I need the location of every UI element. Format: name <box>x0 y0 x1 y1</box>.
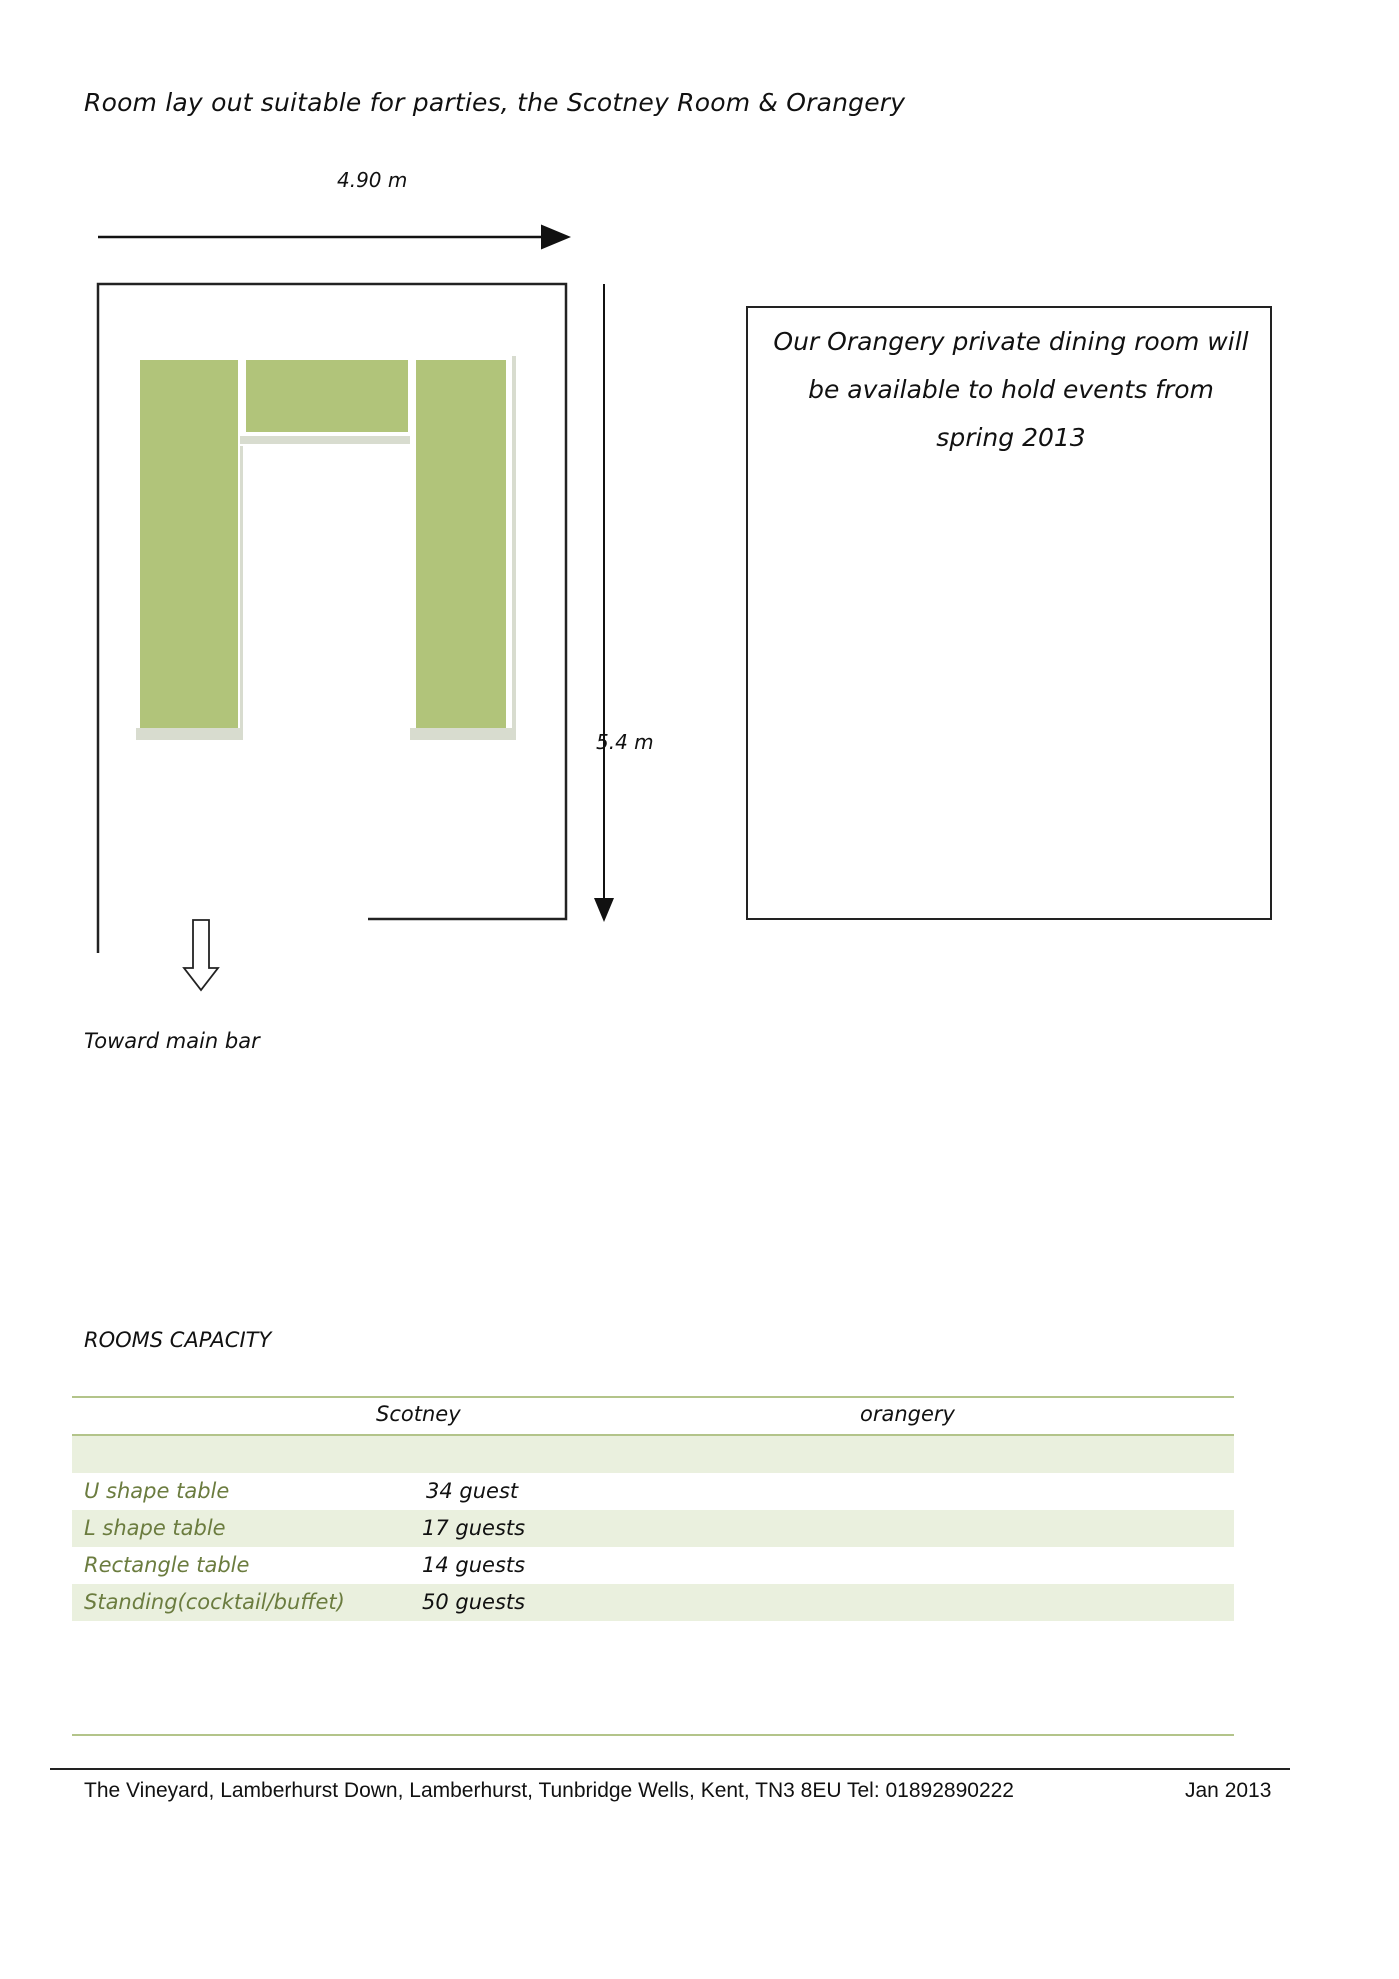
row-value-scotney: 50 guests <box>422 1590 526 1614</box>
row-value-scotney: 14 guests <box>422 1553 526 1577</box>
table-top-rule <box>72 1396 1234 1398</box>
row-label: L shape table <box>84 1516 226 1540</box>
row-value-scotney: 34 guest <box>426 1479 519 1503</box>
table-row <box>72 1473 1234 1510</box>
table-row <box>72 1547 1234 1584</box>
table-bottom-rule <box>72 1734 1234 1736</box>
row-value-scotney: 17 guests <box>422 1516 526 1540</box>
row-label: U shape table <box>84 1479 230 1503</box>
page-title: Room lay out suitable for parties, the Scotney Room & Orangery <box>84 88 906 117</box>
column-header-orangery: orangery <box>860 1402 955 1426</box>
table-top <box>246 360 408 432</box>
exit-arrow-icon <box>184 920 218 990</box>
capacity-heading: ROOMS CAPACITY <box>84 1328 272 1352</box>
u-shape-table <box>136 356 516 740</box>
footer-date: Jan 2013 <box>1185 1779 1272 1802</box>
footer-address: The Vineyard, Lamberhurst Down, Lamberhurst, Tunbridge Wells, Kent, TN3 8EU Tel: 01892890222 <box>84 1779 1014 1802</box>
exit-label: Toward main bar <box>84 1029 260 1053</box>
table-left <box>140 360 238 728</box>
footer-divider <box>50 1768 1290 1770</box>
orangery-note: Our Orangery private dining room will be available to hold events from spring 2013 <box>773 327 1249 452</box>
room-length-label: 5.4 m <box>596 730 654 754</box>
room-width-label: 4.90 m <box>337 168 408 192</box>
column-header-scotney: Scotney <box>376 1402 461 1426</box>
row-label: Standing(cocktail/buffet) <box>84 1590 345 1614</box>
table-row <box>72 1510 1234 1547</box>
table-right <box>416 360 506 728</box>
table-row <box>72 1584 1234 1621</box>
table-spacer-row <box>72 1436 1234 1473</box>
orangery-info-box <box>746 306 1272 920</box>
row-label: Rectangle table <box>84 1553 250 1577</box>
